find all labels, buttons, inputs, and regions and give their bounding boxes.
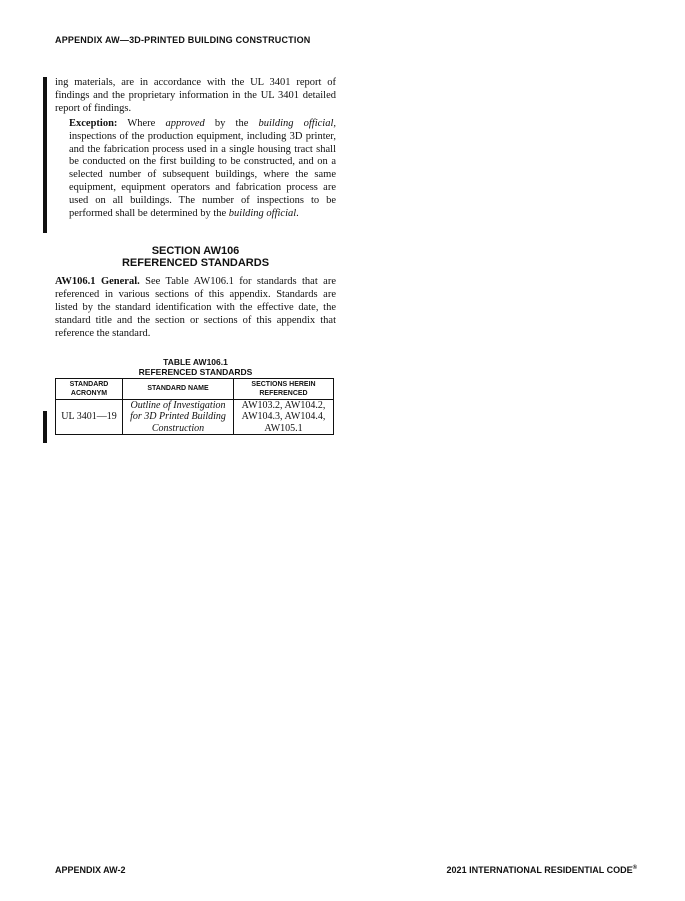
table-title: REFERENCED STANDARDS (138, 366, 253, 377)
section-number: SECTION AW106 (151, 244, 240, 257)
registered-mark: ® (632, 865, 637, 871)
exception-paragraph: Exception: Where approved by the building official, inspections of the production equipment, including 3D printer, and the fabrication process used in a single housing tract shall be conducted on the first building to be constructed, and on a selected number of subsequent buildings, where the same equipment, equipment operators and fabrication process are used on all buildings. The number of inspections to be performed shall be determined by the building official. (69, 117, 337, 220)
exception-label: Exception: (69, 117, 118, 129)
general-label: AW106.1 General. (55, 275, 140, 287)
change-bar (43, 411, 47, 443)
cell-standard-name: Outline of Investigation for 3D Printed Building Construction (123, 399, 234, 435)
defined-term: building official, (258, 117, 337, 129)
section-heading (55, 245, 336, 269)
text-column (55, 77, 336, 435)
referenced-standards-table (55, 378, 334, 436)
defined-term: approved (165, 117, 205, 129)
intro-paragraph: ing materials, are in accordance with the UL 3401 report of findings and the proprietary information in the UL 3401 detailed report of findings. (55, 77, 336, 114)
column-header-name: STANDARD NAME (123, 378, 234, 399)
table-row (56, 399, 334, 435)
change-bar (43, 77, 47, 233)
section-title: REFERENCED STANDARDS (121, 256, 270, 269)
running-header: APPENDIX AW—3D-PRINTED BUILDING CONSTRUCTION (55, 35, 311, 45)
cell-sections: AW103.2, AW104.2, AW104.3, AW104.4, AW105.1 (234, 399, 334, 435)
table-caption (55, 357, 336, 377)
table-number: TABLE AW106.1 (163, 356, 228, 367)
column-header-acronym: STANDARD ACRONYM (56, 378, 123, 399)
column-header-sections: SECTIONS HEREIN REFERENCED (234, 378, 334, 399)
defined-term: building official (228, 208, 297, 220)
cell-acronym: UL 3401—19 (56, 399, 123, 435)
general-paragraph: AW106.1 General. See Table AW106.1 for standards that are referenced in various sections of this appendix. Standards are listed by the standard identification with the effective date, the standard title and the section or sections of this appendix that reference the standard. (55, 275, 336, 339)
footer-page-label: APPENDIX AW-2 (55, 865, 126, 875)
footer-code-title: 2021 INTERNATIONAL RESIDENTIAL CODE® (446, 865, 637, 875)
